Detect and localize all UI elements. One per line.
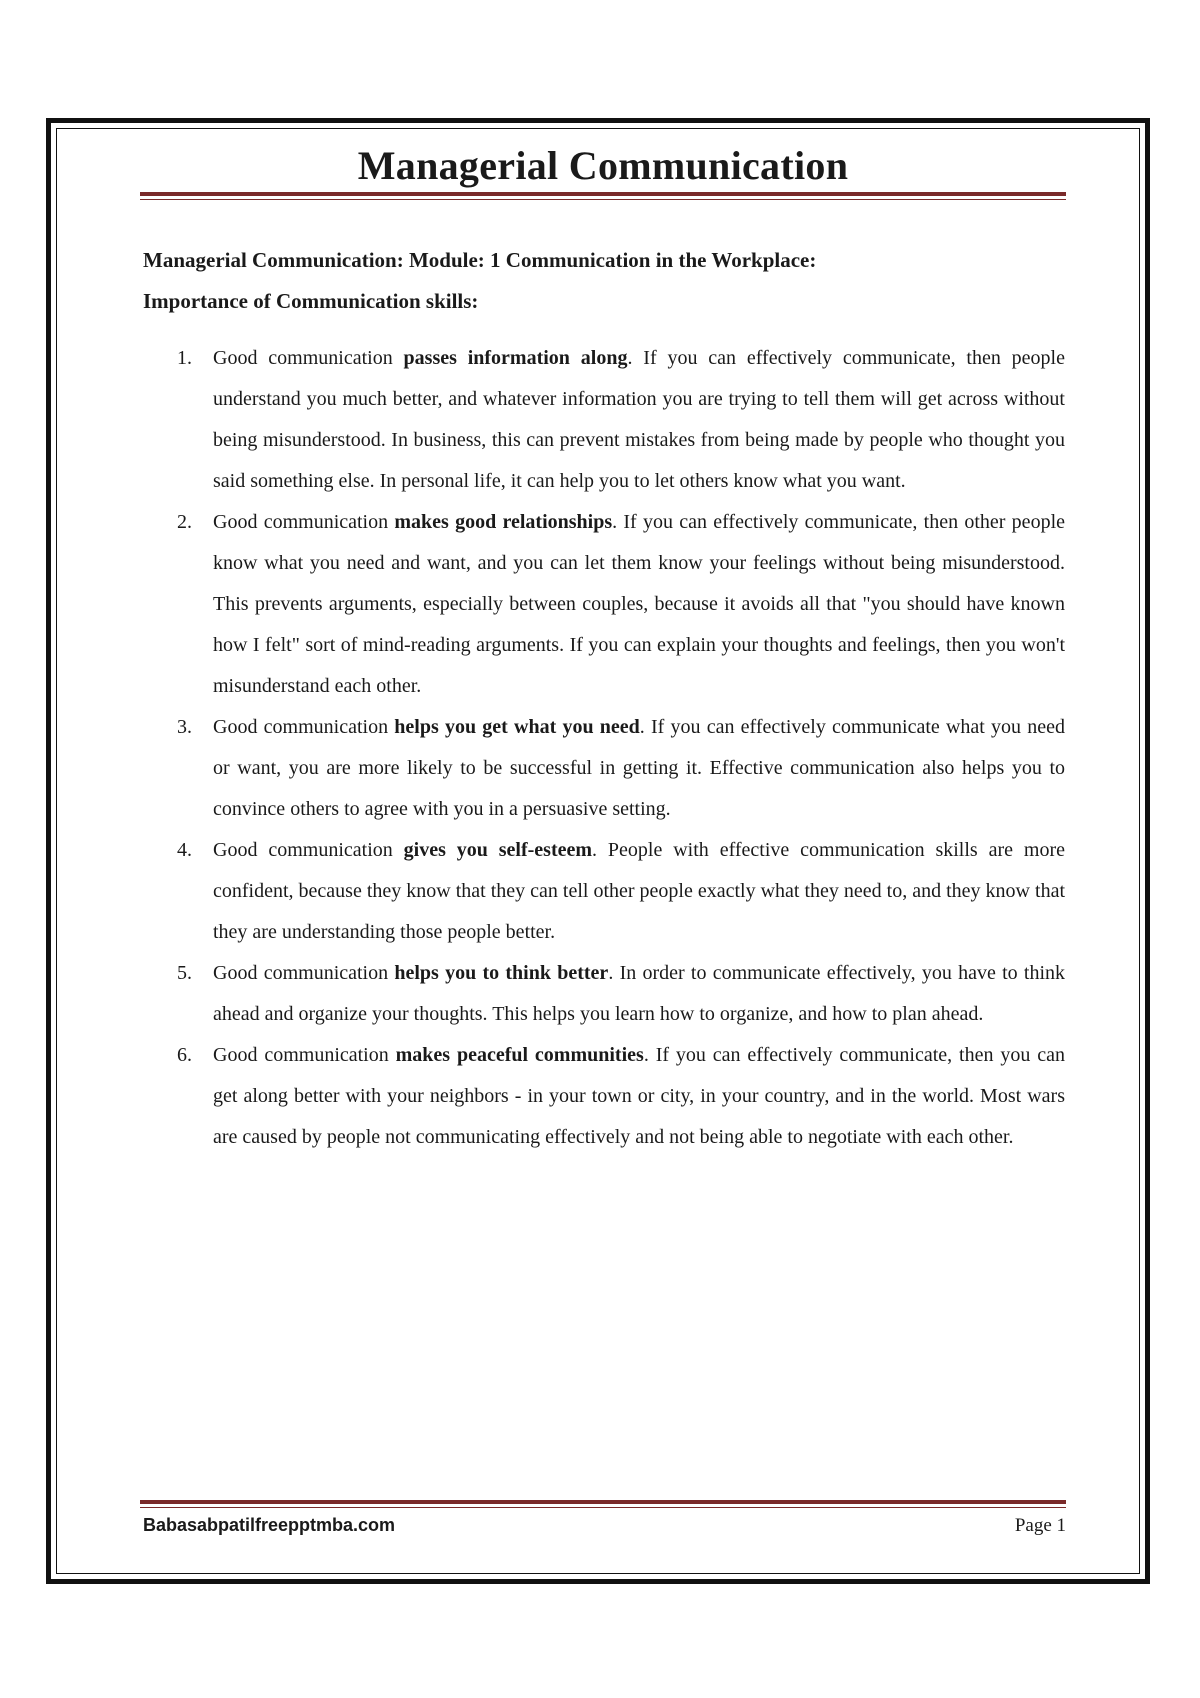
list-item <box>177 953 1066 1035</box>
footer-rule <box>140 1500 1066 1504</box>
document-title: Managerial Communication <box>357 143 849 188</box>
title-rule-thin <box>140 199 1066 200</box>
list-item-number: 3. <box>177 716 192 738</box>
page-number: Page 1 <box>1014 1515 1066 1536</box>
list-item-bold: helps you get what you need <box>394 716 640 738</box>
list-item-lead: Good communication <box>213 511 395 533</box>
list-item <box>177 830 1065 953</box>
list-item-number: 1. <box>177 347 192 369</box>
footer-rule-thin <box>140 1507 1066 1508</box>
list-item-number: 2. <box>177 511 192 533</box>
list-item-text: . If you can effectively communicate, then people understand you much better, and whatever information you are trying to tell them will get across without being misunderstood. In business, this can prevent mistakes from being made by people who thought you said something else. In personal life, it can help you to let others know what you want. <box>213 347 1065 492</box>
list-item-lead: Good communication <box>213 716 395 738</box>
list-item-lead: Good communication <box>213 839 404 861</box>
list-item <box>177 502 1065 707</box>
list-item <box>177 338 1065 502</box>
list-item-bold: helps you to think better <box>394 962 609 984</box>
list-item-lead: Good communication <box>213 962 395 984</box>
list-item <box>177 1035 1065 1158</box>
list-item-text: . If you can effectively communicate what you need or want, you are more likely to be successful in getting it. Effective communication also helps you to convince others to agree with you in a persuasive setting. <box>213 716 1065 820</box>
module-heading: Managerial Communication: Module: 1 Communication in the Workplace: <box>143 248 817 272</box>
section-heading: Importance of Communication skills: <box>143 289 479 313</box>
list-item-bold: makes good relationships <box>394 511 613 533</box>
footer-site: Babasabpatilfreepptmba.com <box>143 1515 396 1535</box>
list-item-number: 4. <box>177 839 192 861</box>
list-item-number: 6. <box>177 1044 192 1066</box>
list-item-text: . People with effective communication skills are more confident, because they know that they can tell other people exactly what they need to, and they know that they are understanding those people better. <box>213 839 1065 943</box>
list-item-bold: passes information along <box>403 347 628 369</box>
list-item-bold: gives you self-esteem <box>403 839 593 861</box>
importance-list <box>177 338 1066 1158</box>
list-item-lead: Good communication <box>213 347 404 369</box>
list-item-text: . If you can effectively communicate, then you can get along better with your neighbors - in your town or city, in your country, and in the world. Most wars are caused by people not communicating effectively and not being able to negotiate with each other. <box>213 1044 1065 1148</box>
list-item-text: . If you can effectively communicate, then other people know what you need and want, and you can let them know your feelings without being misunderstood. This prevents arguments, especially between couples, because it avoids all that "you should have known how I felt" sort of mind-reading arguments. If you can explain your thoughts and feelings, then you won't misunderstand each other. <box>213 511 1065 697</box>
list-item-bold: makes peaceful communities <box>395 1044 644 1066</box>
list-item-number: 5. <box>177 962 192 984</box>
title-rule <box>140 192 1066 196</box>
list-item-lead: Good communication <box>213 1044 396 1066</box>
list-item-text: . In order to communicate effectively, you have to think ahead and organize your thoughts. This helps you learn how to organize, and how to plan ahead. <box>213 962 1066 1025</box>
list-item <box>177 707 1065 830</box>
